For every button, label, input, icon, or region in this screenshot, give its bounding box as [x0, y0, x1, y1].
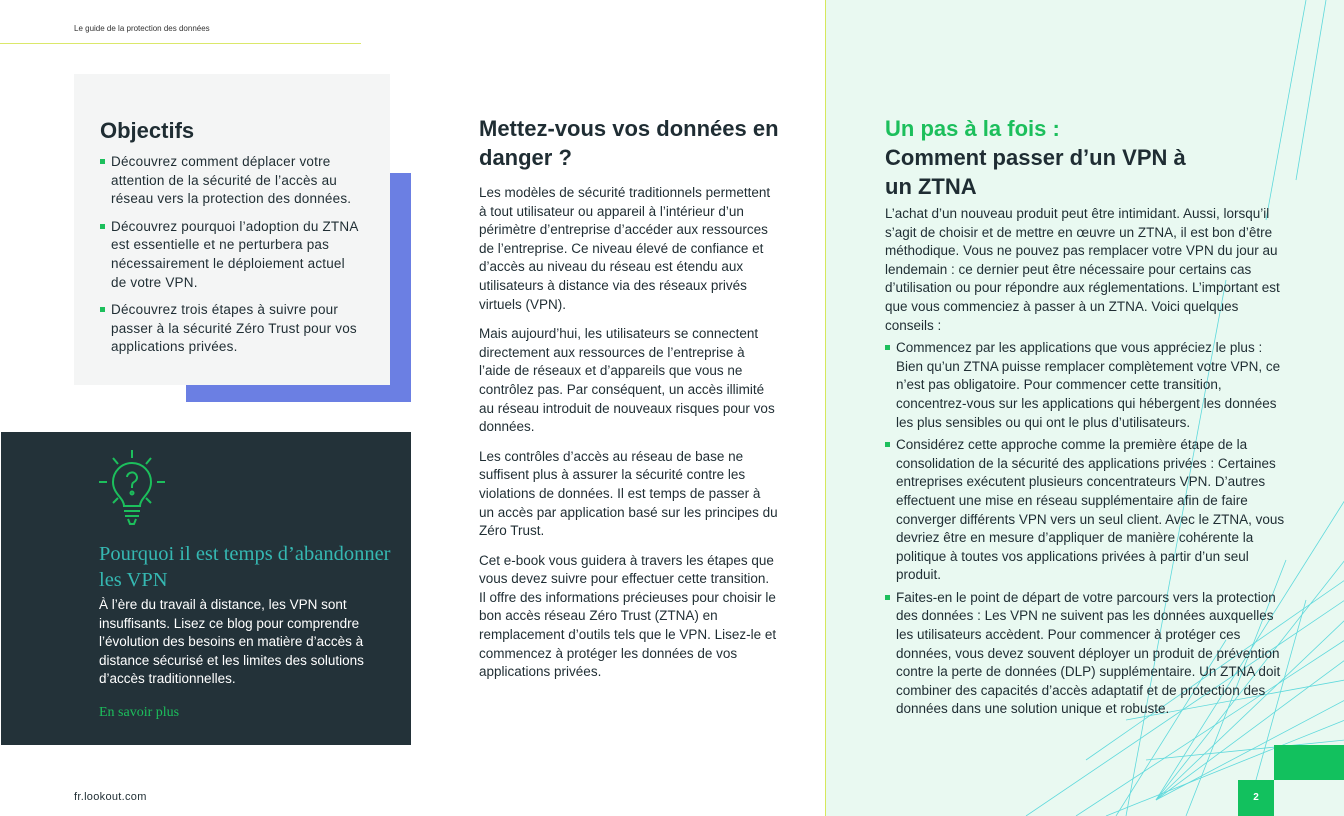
- objectives-box: [74, 74, 390, 385]
- tip-item: Considérez cette approche comme la première étape de la consolidation de la sécurité des applications privées : Certaines entreprises exécutent plusieurs concentrateurs VPN. D’autres effectuent une mise en réseau supplémentaire afin de faire converger différents VPN vers un seul client. Avec le ZTNA, vous devriez être en mesure d’appliquer de manière cohérente la politique à toutes vos applications privées à partir d’un seul produit.: [885, 436, 1285, 585]
- header-divider: [0, 43, 361, 44]
- paragraph: Cet e-book vous guidera à travers les étapes que vous devez suivre pour effectuer cette transition. Il offre des informations précieuses pour choisir le bon accès réseau Zéro Trust (ZTNA) en remplacement d’outils tels que le VPN. Lisez-le et commencez à protéger les données de vos applications privées.: [479, 552, 777, 680]
- objective-item: Découvrez comment déplacer votre attention de la sécurité de l’accès au réseau vers la protection des données.: [100, 153, 364, 209]
- paragraph: Les modèles de sécurité traditionnels permettent à tout utilisateur ou appareil à l’intérieur d’un périmètre d’entreprise d’accéder aux ressources de l’entreprise. Ce niveau élevé de confiance et d’accès au niveau du réseau est étendu aux utilisateurs à distance via des réseaux privés virtuels (VPN).: [479, 185, 771, 312]
- objectives-title: Objectifs: [100, 118, 195, 143]
- tip-item: Commencez par les applications que vous appréciez le plus : Bien qu’un ZTNA puisse remplacer complètement votre VPN, ce n’est pas obligatoire. Pour commencer cette transition, concentrez-vous sur les applications qui hébergent les données les plus sensibles ou qui ont le plus d’utilisateurs.: [885, 339, 1285, 432]
- promo-title: Pourquoi il est temps d’abandonner les VPN: [99, 543, 391, 591]
- right-title: Comment passer d’un VPN à un ZTNA: [885, 145, 1186, 199]
- right-column: [885, 114, 1285, 719]
- lightbulb-question-icon: [99, 448, 169, 530]
- middle-title: Mettez-vous vos données en danger ?: [479, 116, 779, 170]
- running-header: Le guide de la protection des données: [74, 24, 210, 33]
- learn-more-link[interactable]: En savoir plus: [99, 704, 180, 720]
- objective-item: Découvrez pourquoi l’adoption du ZTNA est essentielle et ne perturbera pas nécessairement le déploiement actuel de votre VPN.: [100, 218, 364, 292]
- middle-column: [479, 114, 779, 693]
- page-number: 2: [1238, 780, 1274, 816]
- tip-item: Faites-en le point de départ de votre parcours vers la protection des données : Les VPN ne suivent pas les données auxquelles les utilisateurs accèdent. Pour commencer à protéger ces données, vous devez souvent déployer un produit de prévention contre la perte de données (DLP) supplémentaire. Un ZTNA doit combiner des capacités d’accès adaptatif et de protection des données dans une solution unique et robuste.: [885, 589, 1285, 719]
- paragraph: Mais aujourd’hui, les utilisateurs se connectent directement aux ressources de l’entreprise à l’aide de réseaux et d’appareils que vous ne contrôlez pas. Par conséquent, un accès illimité au réseau introduit de nouveaux risques pour vos données.: [479, 326, 775, 435]
- right-panel: [825, 0, 1344, 816]
- right-title-highlight: Un pas à la fois :: [885, 116, 1060, 141]
- right-intro: L’achat d’un nouveau produit peut être intimidant. Aussi, lorsqu’il s’agit de choisir et de mettre en œuvre un ZTNA, il est bon d’être méthodique. Vous ne pouvez pas remplacer votre VPN du jour au lendemain : ce dernier peut être nécessaire pour certains cas d’utilisation ou pour répondre aux réglementations. L’important est que vous commenciez à passer à un ZTNA. Voici quelques conseils :: [885, 206, 1280, 333]
- footer-url[interactable]: fr.lookout.com: [74, 791, 147, 803]
- promo-card: [1, 432, 411, 745]
- decorative-green-square: [1274, 745, 1344, 780]
- objective-item: Découvrez trois étapes à suivre pour passer à la sécurité Zéro Trust pour vos applications privées.: [100, 301, 364, 357]
- promo-text: À l’ère du travail à distance, les VPN sont insuffisants. Lisez ce blog pour comprendre l’évolution des besoins en matière d’accès à distance sécurisé et les limites des solutions d’accès traditionnelles.: [99, 597, 364, 687]
- paragraph: Les contrôles d’accès au réseau de base ne suffisent plus à assurer la sécurité contre les violations de données. Il est temps de passer à un accès par application basé sur les principes du Zéro Trust.: [479, 448, 778, 539]
